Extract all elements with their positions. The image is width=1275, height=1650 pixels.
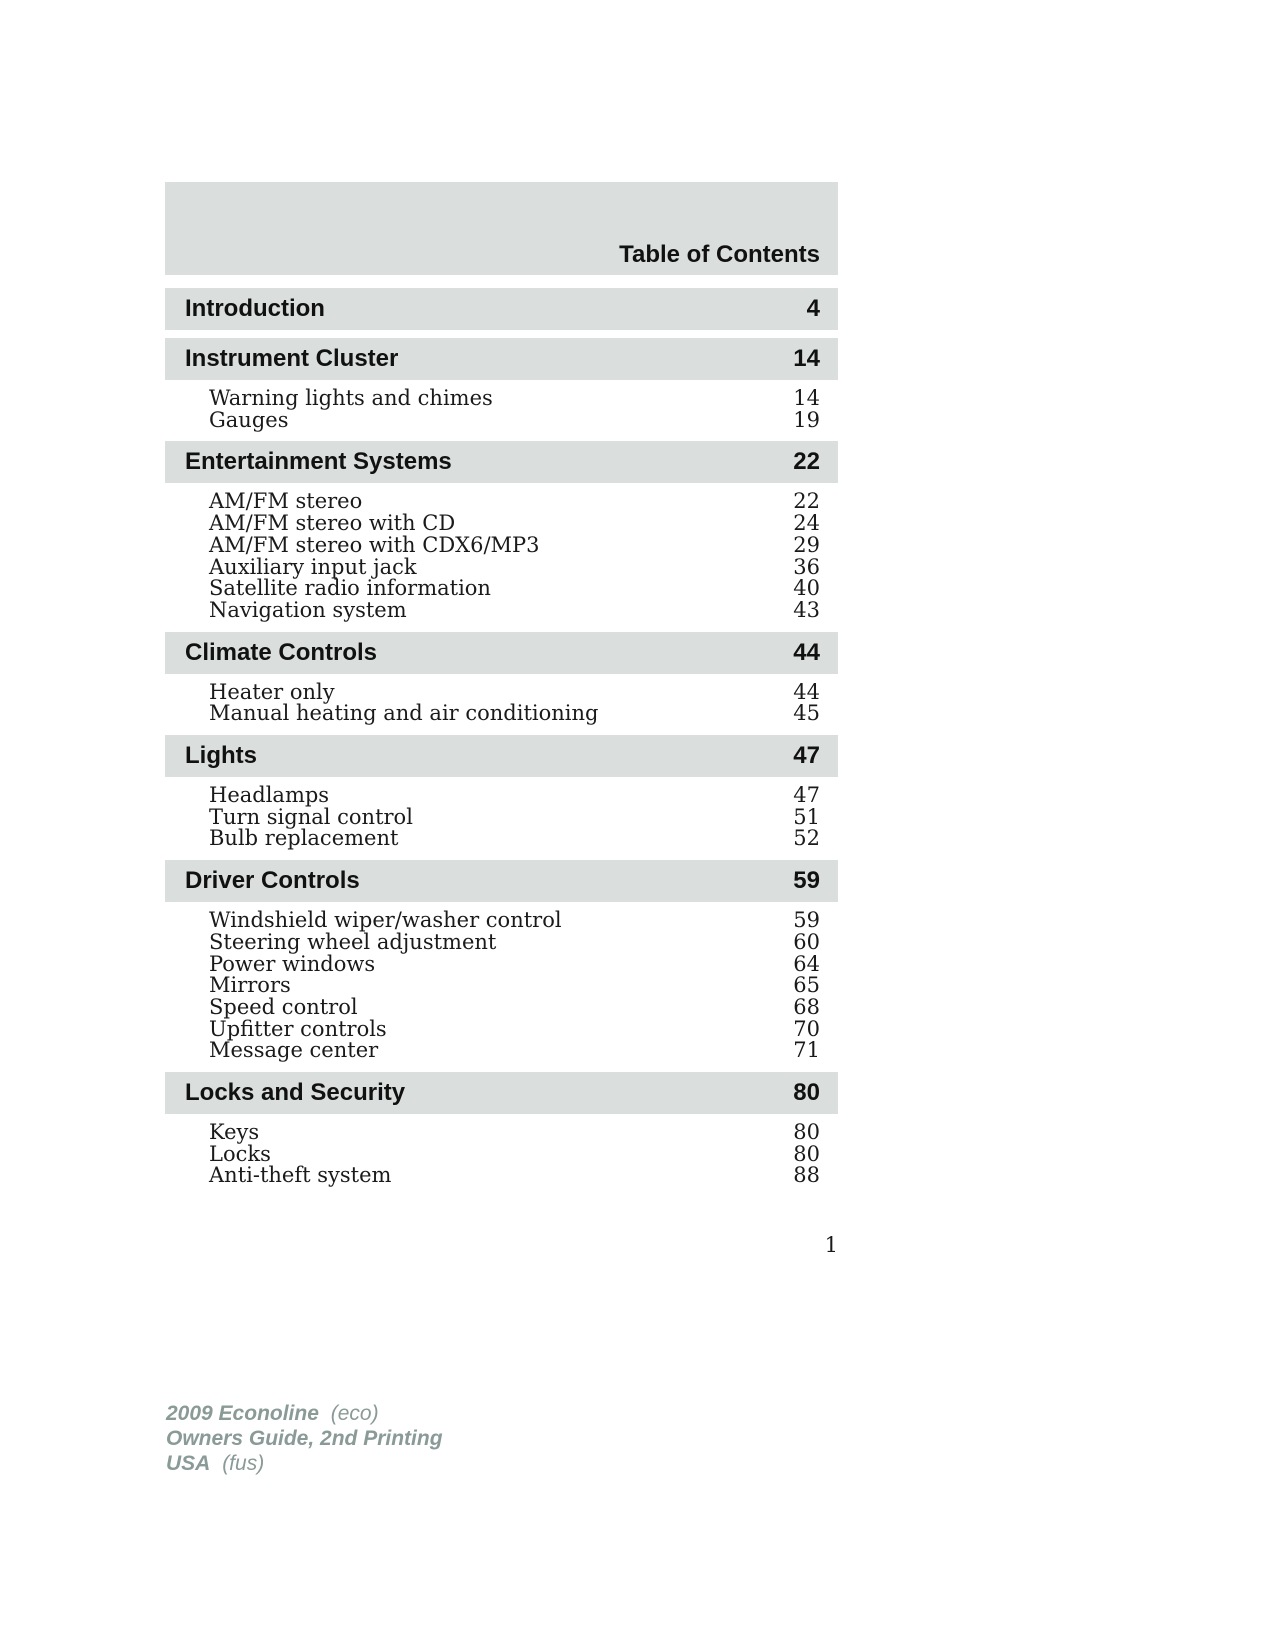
- toc-section-title: Entertainment Systems: [185, 448, 452, 476]
- toc-subitem-title: Warning lights and chimes: [209, 386, 493, 410]
- toc-subitem: [209, 951, 820, 976]
- toc-subitem: [209, 1141, 820, 1166]
- toc-section: [165, 1072, 838, 1187]
- page-title: Table of Contents: [619, 241, 820, 268]
- toc-subitem-list: [165, 491, 838, 621]
- toc-section-title: Lights: [185, 742, 257, 770]
- toc-subitem: [209, 929, 820, 954]
- toc-section-page-number: 80: [793, 1079, 820, 1107]
- toc-subitem-page-number: 59: [793, 908, 820, 933]
- toc-section: [165, 632, 838, 725]
- footer-guide-title: Owners Guide, 2nd Printing: [166, 1427, 443, 1450]
- toc-subitem: [209, 1016, 820, 1041]
- toc-section: [165, 735, 838, 850]
- toc-subitem-page-number: 88: [793, 1163, 820, 1188]
- toc-subitem: [209, 910, 820, 932]
- toc-subitem-title: Bulb replacement: [209, 826, 399, 851]
- toc-section-header: [165, 1072, 838, 1114]
- folio-page-number: 1: [824, 1233, 838, 1257]
- toc-subitem: [209, 703, 820, 725]
- toc-section-page-number: 47: [793, 742, 820, 770]
- toc-section-header: [165, 338, 838, 380]
- toc-subitem: [209, 407, 820, 432]
- toc-subitem-page-number: 51: [793, 804, 820, 829]
- toc-subitem-list: [165, 388, 838, 431]
- toc-subitem: [209, 679, 820, 704]
- toc-subitem-title: Navigation system: [209, 597, 407, 622]
- toc-section-page-number: 59: [793, 867, 820, 895]
- toc-subitem-title: Auxiliary input jack: [209, 554, 417, 579]
- toc-subitem-page-number: 65: [793, 973, 820, 998]
- toc-subitem: [209, 828, 820, 850]
- toc-section-page-number: 44: [793, 638, 820, 666]
- toc-section-page-number: 22: [793, 448, 820, 476]
- toc-section-title: Driver Controls: [185, 867, 360, 895]
- toc-subitem-page-number: 71: [793, 1038, 820, 1063]
- toc-subitem-page-number: 36: [793, 554, 820, 579]
- toc-subitem-page-number: 70: [793, 1016, 820, 1041]
- toc-subitem-title: Message center: [209, 1038, 379, 1063]
- toc-subitem-title: Heater only: [209, 679, 335, 704]
- toc-list: [165, 288, 838, 1187]
- toc-subitem-page-number: 24: [793, 511, 820, 536]
- toc-subitem: [209, 1165, 820, 1187]
- toc-subitem-title: Mirrors: [209, 973, 291, 998]
- toc-subitem-page-number: 68: [793, 994, 820, 1019]
- toc-header-band: [165, 182, 838, 275]
- toc-section-title: Introduction: [185, 295, 325, 322]
- toc-subitem-title: AM/FM stereo with CDX6/MP3: [209, 532, 540, 557]
- toc-section-header: [165, 860, 838, 902]
- toc-subitem: [209, 994, 820, 1019]
- toc-subitem: [209, 513, 820, 535]
- toc-subitem-title: Power windows: [209, 951, 376, 976]
- toc-subitem-title: Steering wheel adjustment: [209, 929, 497, 954]
- toc-section: [165, 288, 838, 330]
- toc-section-title: Climate Controls: [185, 638, 378, 666]
- toc-subitem-page-number: 47: [793, 783, 820, 808]
- toc-subitem: [209, 532, 820, 557]
- toc-subitem-list: [165, 785, 838, 850]
- toc-subitem-title: Windshield wiper/washer control: [209, 908, 562, 933]
- toc-subitem-page-number: 29: [793, 532, 820, 557]
- toc-subitem-title: Speed control: [209, 994, 358, 1019]
- footer-market: USA: [166, 1452, 211, 1475]
- footer-line-guide: [166, 1426, 443, 1451]
- toc-section-page-number: 14: [793, 345, 820, 372]
- toc-subitem-title: AM/FM stereo: [209, 489, 363, 514]
- toc-subitem-title: Locks: [209, 1141, 271, 1166]
- toc-subitem-page-number: 19: [793, 407, 820, 432]
- toc-subitem: [209, 491, 820, 513]
- publication-footer: [166, 1401, 443, 1476]
- toc-subitem-list: [165, 1122, 838, 1187]
- footer-model-code: (eco): [330, 1402, 379, 1425]
- toc-subitem-title: Keys: [209, 1120, 260, 1145]
- toc-section: [165, 338, 838, 431]
- toc-subitem-page-number: 45: [793, 701, 820, 726]
- toc-subitem-page-number: 64: [793, 951, 820, 976]
- toc-subitem-title: Manual heating and air conditioning: [209, 701, 599, 726]
- toc-subitem-title: Headlamps: [209, 783, 330, 808]
- toc-content-column: [165, 182, 838, 1197]
- toc-subitem-title: AM/FM stereo with CD: [209, 511, 456, 536]
- footer-market-code: (fus): [222, 1452, 265, 1475]
- footer-line-market: [166, 1451, 443, 1476]
- toc-section: [165, 860, 838, 1062]
- toc-subitem-page-number: 14: [793, 386, 820, 410]
- toc-subitem-list: [165, 910, 838, 1062]
- toc-section-title: Instrument Cluster: [185, 345, 399, 372]
- toc-subitem: [209, 975, 820, 997]
- toc-subitem-title: Turn signal control: [209, 804, 413, 829]
- toc-section-header: [165, 441, 838, 483]
- toc-subitem: [209, 1122, 820, 1144]
- toc-subitem-title: Gauges: [209, 407, 289, 432]
- toc-subitem-page-number: 80: [793, 1120, 820, 1145]
- toc-subitem-page-number: 43: [793, 597, 820, 622]
- toc-subitem-title: Anti-theft system: [209, 1163, 392, 1188]
- toc-subitem-page-number: 22: [793, 489, 820, 514]
- toc-subitem-title: Satellite radio information: [209, 576, 491, 601]
- toc-subitem: [209, 785, 820, 807]
- footer-line-model: [166, 1401, 443, 1426]
- toc-section-header: [165, 632, 838, 674]
- toc-section-header: [165, 735, 838, 777]
- toc-subitem-list: [165, 679, 838, 726]
- toc-subitem: [209, 388, 820, 410]
- toc-section-header: [165, 288, 838, 330]
- toc-section: [165, 441, 838, 621]
- toc-subitem-page-number: 60: [793, 929, 820, 954]
- toc-subitem: [209, 554, 820, 579]
- toc-section-page-number: 4: [806, 295, 820, 322]
- footer-model-year: 2009 Econoline: [166, 1402, 319, 1425]
- toc-section-title: Locks and Security: [185, 1079, 406, 1107]
- toc-subitem: [209, 1040, 820, 1062]
- toc-subitem-page-number: 44: [793, 679, 820, 704]
- toc-subitem-page-number: 40: [793, 576, 820, 601]
- toc-subitem-page-number: 80: [793, 1141, 820, 1166]
- toc-subitem-page-number: 52: [793, 826, 820, 851]
- toc-subitem: [209, 578, 820, 600]
- toc-subitem: [209, 804, 820, 829]
- toc-subitem: [209, 597, 820, 622]
- toc-subitem-title: Upfitter controls: [209, 1016, 387, 1041]
